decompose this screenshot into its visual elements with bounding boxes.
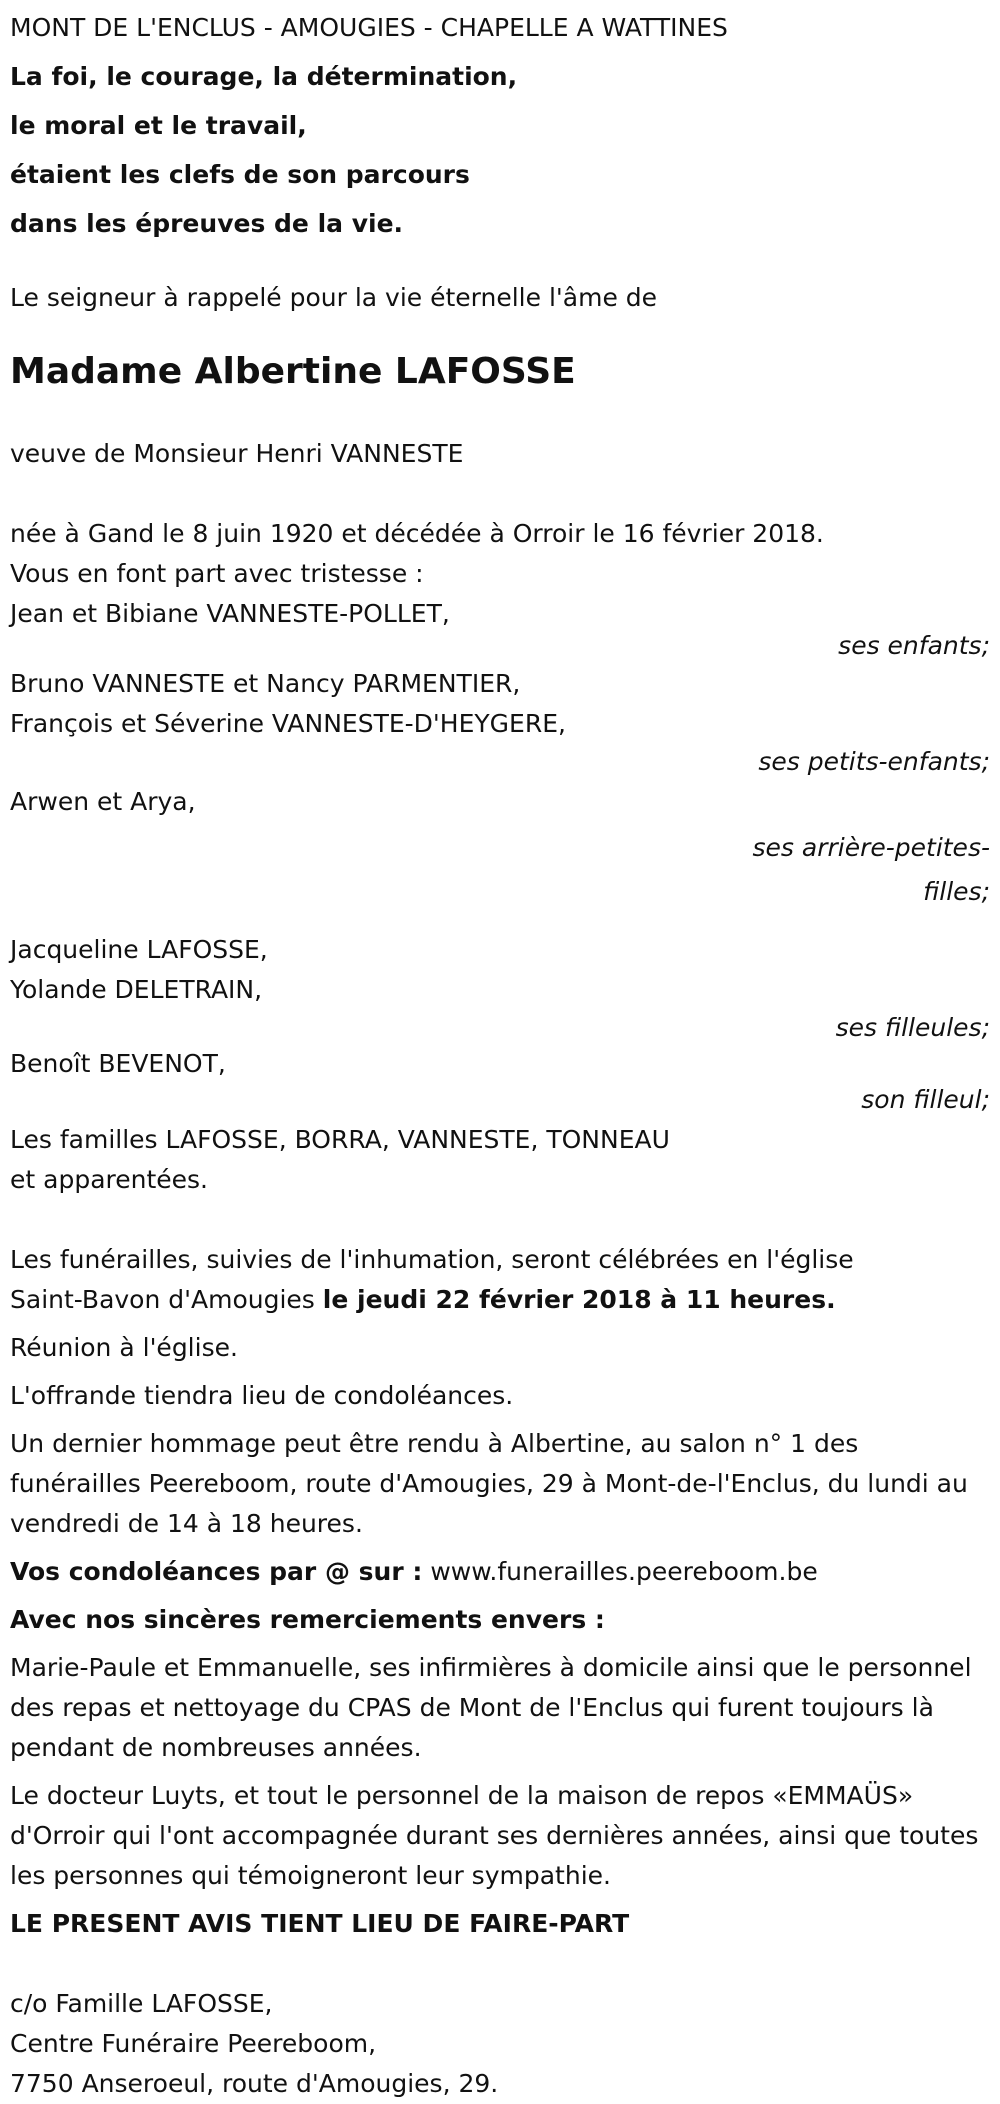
families-line: et apparentées. — [10, 1165, 208, 1194]
grandchildren-relation: ses petits-enfants; — [758, 747, 990, 776]
contact-block — [10, 1984, 990, 2104]
funeral-date-line — [10, 1280, 990, 1320]
widow-of: veuve de Monsieur Henri VANNESTE — [10, 439, 464, 468]
goddaughter-name: Yolande DELETRAIN, — [10, 975, 263, 1004]
deceased-name: Madame Albertine LAFOSSE — [10, 351, 576, 392]
birth-death: née à Gand le 8 juin 1920 et décédée à Orroir le 16 février 2018. — [10, 519, 824, 548]
notice: LE PRESENT AVIS TIENT LIEU DE FAIRE-PART — [10, 1909, 630, 1938]
condolences-url[interactable]: www.funerailles.peereboom.be — [422, 1557, 818, 1586]
announcement: Vous en font part avec tristesse : — [10, 559, 424, 588]
family-goddaughters — [10, 930, 990, 1048]
thanks-paragraph: Le docteur Luyts, et tout le personnel de la maison de repos «EMMAÜS» d'Orroir qui l'ont accompagnée durant ses dernières années, ainsi que toutes les personnes qui témoigneront leur sympathie. — [10, 1781, 979, 1890]
header-location: MONT DE L'ENCLUS - AMOUGIES - CHAPELLE A WATTINES — [10, 13, 728, 42]
funeral-details — [10, 1240, 990, 1544]
contact-line: c/o Famille LAFOSSE, — [10, 1989, 273, 2018]
family-godson — [10, 1044, 990, 1120]
goddaughter-name: Jacqueline LAFOSSE, — [10, 935, 268, 964]
families-line: Les familles LAFOSSE, BORRA, VANNESTE, TONNEAU — [10, 1125, 670, 1154]
quote-line: La foi, le courage, la détermination, — [10, 62, 518, 91]
contact-line: Centre Funéraire Peereboom, — [10, 2029, 377, 2058]
funeral-church: Saint-Bavon d'Amougies — [10, 1285, 323, 1314]
funeral-meeting: Réunion à l'église. — [10, 1333, 238, 1362]
funeral-tribute: Un dernier hommage peut être rendu à Albertine, au salon n° 1 des funérailles Peereboom, route d'Amougies, 29 à Mont-de-l'Enclus, du lundi au vendredi de 14 à 18 heures. — [10, 1429, 968, 1538]
quote-line: dans les épreuves de la vie. — [10, 209, 404, 238]
godson-name: Benoît BEVENOT, — [10, 1049, 226, 1078]
quote-block — [10, 57, 990, 244]
quote-line: étaient les clefs de son parcours — [10, 160, 470, 189]
quote-line: le moral et le travail, — [10, 111, 307, 140]
funeral-date: le jeudi 22 février 2018 à 11 heures. — [322, 1285, 836, 1314]
family-great-grandchildren — [10, 782, 990, 912]
condolences-line — [10, 1552, 990, 1592]
family-children — [10, 594, 990, 666]
intro-text: Le seigneur à rappelé pour la vie éternelle l'âme de — [10, 283, 658, 312]
godson-relation: son filleul; — [861, 1085, 990, 1114]
goddaughters-relation: ses filleules; — [835, 1013, 990, 1042]
funeral-text: Les funérailles, suivies de l'inhumation, seront célébrées en l'église — [10, 1245, 854, 1274]
children-names: Jean et Bibiane VANNESTE-POLLET, — [10, 599, 450, 628]
contact-line: 7750 Anseroeul, route d'Amougies, 29. — [10, 2069, 499, 2098]
funeral-offering: L'offrande tiendra lieu de condoléances. — [10, 1381, 514, 1410]
thanks-heading: Avec nos sincères remerciements envers : — [10, 1605, 605, 1634]
great-grandchildren-names: Arwen et Arya, — [10, 787, 196, 816]
family-grandchildren — [10, 664, 990, 782]
condolences-label: Vos condoléances par @ sur : — [10, 1557, 423, 1586]
great-grandchildren-relation: ses arrière-petites- — [752, 833, 990, 862]
grandchildren-name: Bruno VANNESTE et Nancy PARMENTIER, — [10, 669, 521, 698]
thanks-paragraph: Marie-Paule et Emmanuelle, ses infirmières à domicile ainsi que le personnel des repas et nettoyage du CPAS de Mont de l'Enclus qui furent toujours là pendant de nombreuses années. — [10, 1653, 972, 1762]
children-relation: ses enfants; — [838, 631, 990, 660]
great-grandchildren-relation-cont: filles; — [923, 877, 990, 906]
family-extended — [10, 1120, 990, 1200]
grandchildren-name: François et Séverine VANNESTE-D'HEYGERE, — [10, 709, 566, 738]
